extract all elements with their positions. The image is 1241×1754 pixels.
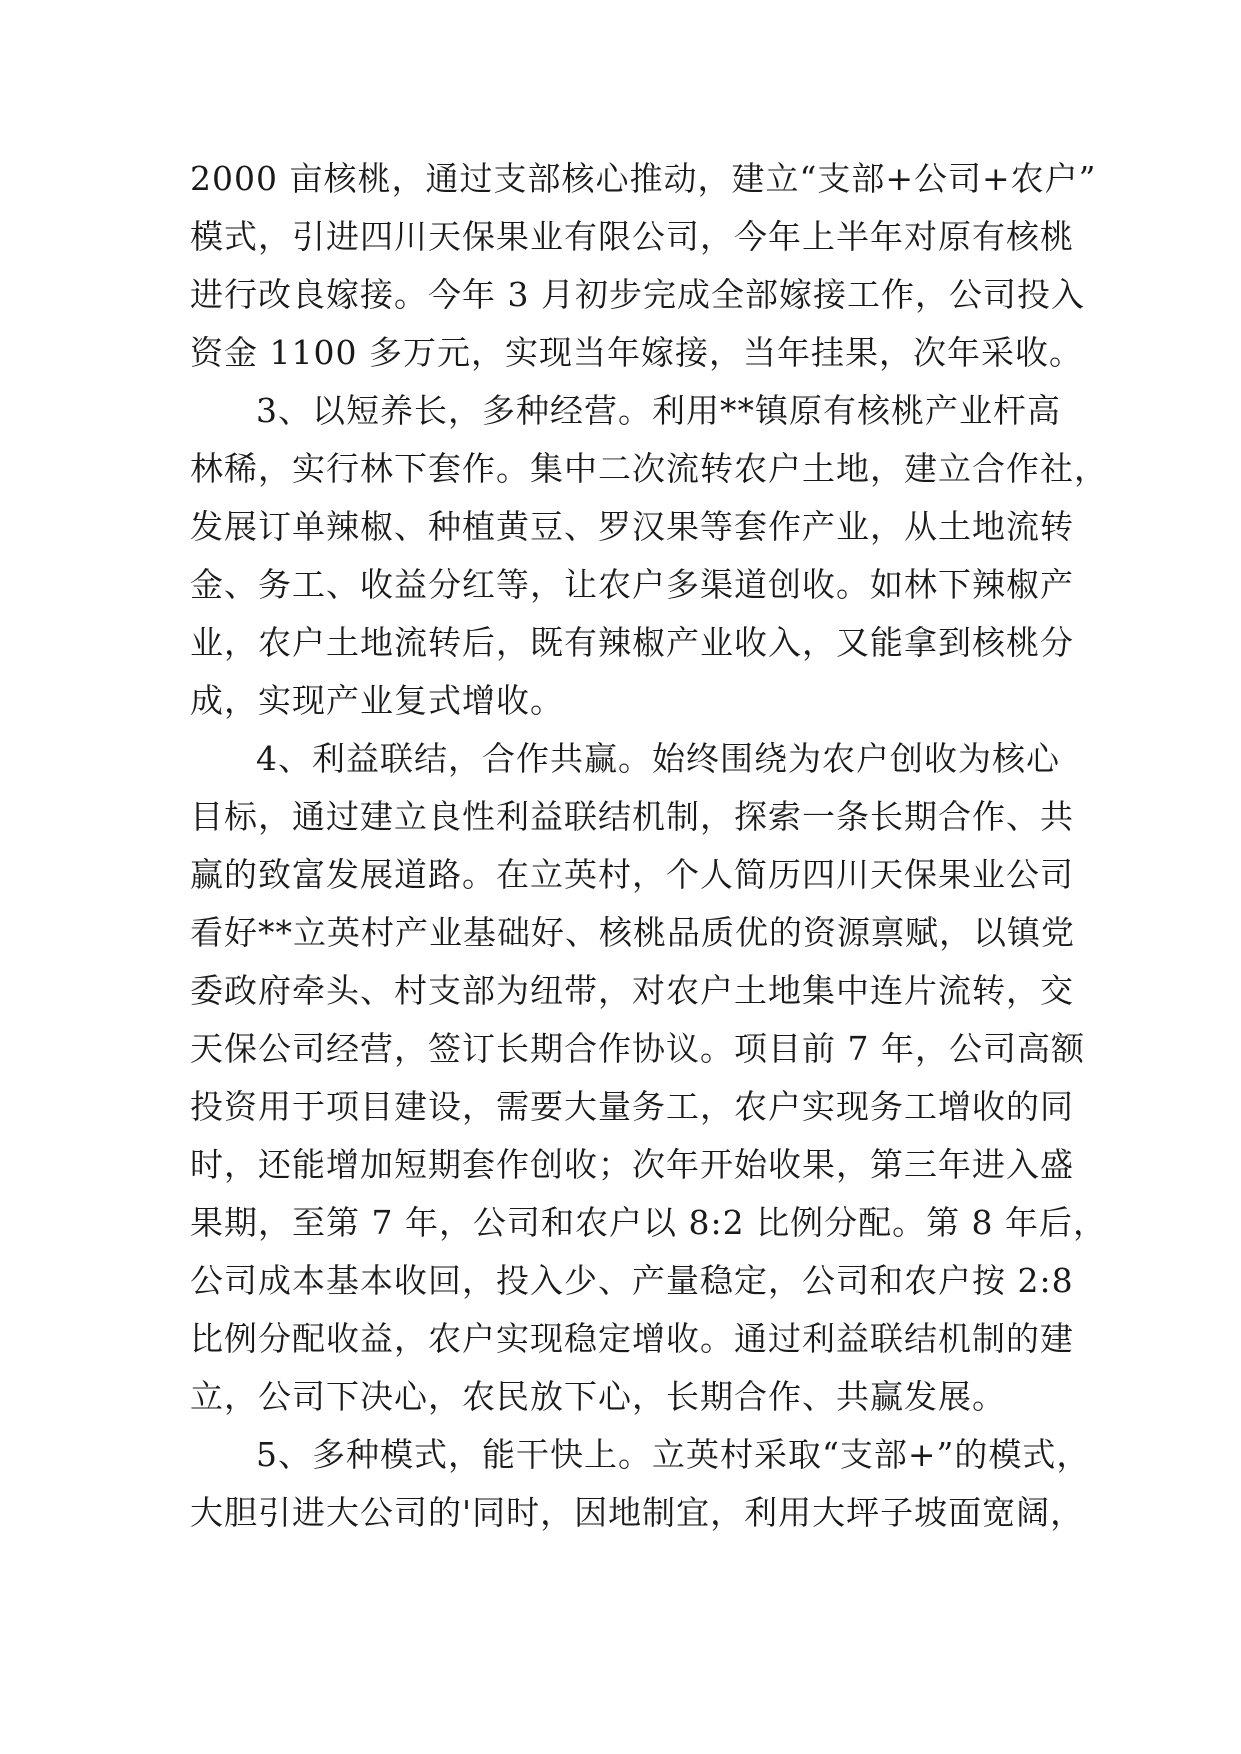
- text-line: 大胆引进大公司的'同时，因地制宜，利用大坪子坡面宽阔，: [190, 1493, 1085, 1532]
- text-line: 成，实现产业复式增收。: [190, 681, 564, 720]
- text-line: 5、多种模式，能干快上。立英村采取“支部+”的模式，: [256, 1435, 1091, 1474]
- paragraph-continuation: [190, 150, 1097, 382]
- text-line: 公司成本基本收回，投入少、产量稳定，公司和农户按 2:8: [190, 1261, 1074, 1300]
- text-line: 比例分配收益，农户实现稳定增收。通过利益联结机制的建: [190, 1319, 1074, 1358]
- text-line: 赢的致富发展道路。在立英村，个人简历四川天保果业公司: [190, 855, 1074, 894]
- text-line: 业，农户土地流转后，既有辣椒产业收入，又能拿到核桃分: [190, 623, 1074, 662]
- text-line: 目标，通过建立良性利益联结机制，探索一条长期合作、共: [190, 797, 1074, 836]
- paragraph-3: [190, 382, 1108, 730]
- text-line: 果期，至第 7 年，公司和农户以 8:2 比例分配。第 8 年后，: [190, 1203, 1108, 1242]
- text-line: 天保公司经营，签订长期合作协议。项目前 7 年，公司高额: [190, 1029, 1085, 1068]
- paragraph-4: [190, 730, 1108, 1426]
- text-line: 投资用于项目建设，需要大量务工，农户实现务工增收的同: [190, 1087, 1074, 1126]
- text-line: 金、务工、收益分红等，让农户多渠道创收。如林下辣椒产: [190, 565, 1074, 604]
- text-line: 资金 1100 多万元，实现当年嫁接，当年挂果，次年采收。: [190, 333, 1083, 372]
- text-line: 4、利益联结，合作共赢。始终围绕为农户创收为核心: [256, 739, 1060, 778]
- paragraph-5: [190, 1426, 1091, 1542]
- text-line: 3、以短养长，多种经营。利用**镇原有核桃产业杆高: [256, 391, 1061, 430]
- text-line: 发展订单辣椒、种植黄豆、罗汉果等套作产业，从土地流转: [190, 507, 1074, 546]
- text-line: 林稀，实行林下套作。集中二次流转农户土地，建立合作社，: [190, 449, 1108, 488]
- text-line: 立，公司下决心，农民放下心，长期合作、共赢发展。: [190, 1377, 1006, 1416]
- text-line: 进行改良嫁接。今年 3 月初步完成全部嫁接工作，公司投入: [190, 275, 1085, 314]
- text-line: 时，还能增加短期套作创收；次年开始收果，第三年进入盛: [190, 1145, 1074, 1184]
- text-line: 2000 亩核桃，通过支部核心推动，建立“支部+公司+农户”: [190, 159, 1097, 198]
- text-line: 委政府牵头、村支部为纽带，对农户土地集中连片流转，交: [190, 971, 1074, 1010]
- text-line: 看好**立英村产业基础好、核桃品质优的资源禀赋，以镇党: [190, 913, 1075, 952]
- text-line: 模式，引进四川天保果业有限公司，今年上半年对原有核桃: [190, 217, 1074, 256]
- document-body: [190, 150, 1108, 1542]
